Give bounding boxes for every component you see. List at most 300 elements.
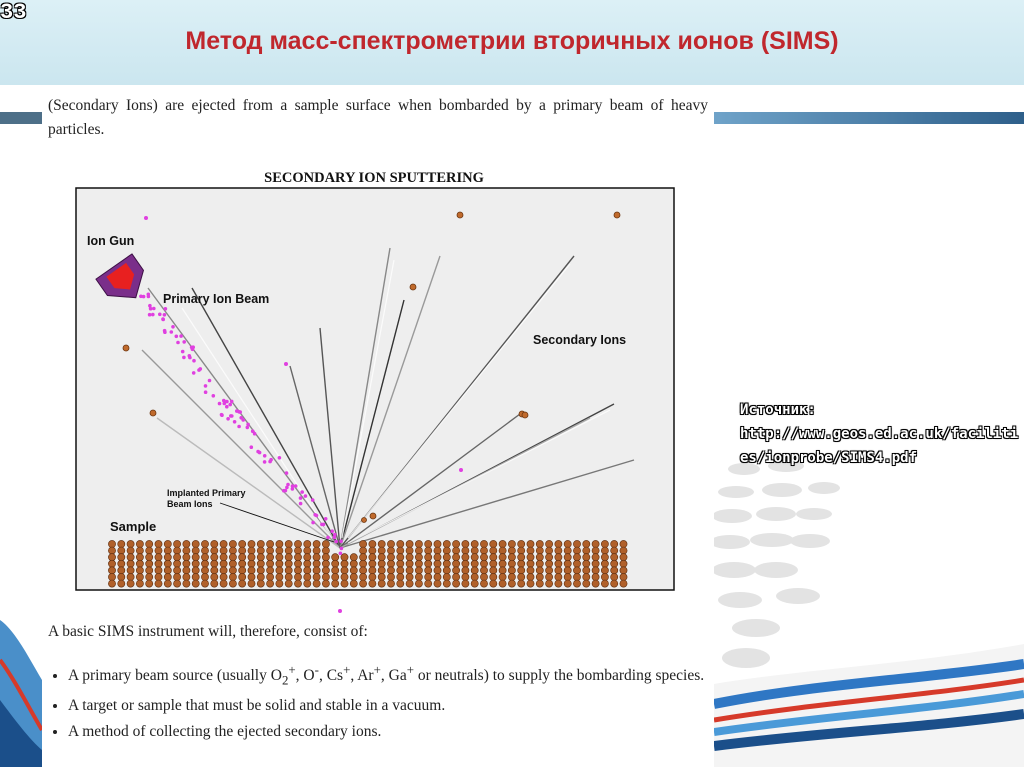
sample-atom — [387, 580, 394, 587]
sample-atom — [425, 560, 432, 567]
sample-atom — [471, 580, 478, 587]
sample-atom — [369, 540, 376, 547]
beam-particle — [164, 307, 168, 311]
sample-atom — [583, 540, 590, 547]
sample-atom — [592, 560, 599, 567]
list-item: • A primary beam source (usually $O_2^+$, O-, Cs+, Ar+, Ga+ or neutrals) to supply the bombarding species. — [68, 658, 708, 692]
sample-atom — [201, 580, 208, 587]
beam-particle — [250, 445, 254, 449]
sample-atom — [164, 567, 171, 574]
sample-atom — [146, 580, 153, 587]
beam-particle — [253, 432, 257, 436]
list-item: • A target or sample that must be solid and stable in a vacuum. — [68, 694, 708, 718]
sample-atom — [508, 560, 515, 567]
sample-atom — [285, 567, 292, 574]
sample-atom — [499, 554, 506, 561]
sample-atom — [127, 560, 134, 567]
sample-atom — [490, 540, 497, 547]
sample-atom — [592, 540, 599, 547]
sample-atom — [443, 573, 450, 580]
sample-atom — [350, 567, 357, 574]
sample-atom — [332, 554, 339, 561]
sample-atom — [350, 573, 357, 580]
sample-atom — [360, 573, 367, 580]
sample-atom — [397, 573, 404, 580]
source-label: Источник: — [740, 402, 816, 418]
sample-atom — [248, 560, 255, 567]
sample-atom — [555, 560, 562, 567]
sample-atom — [294, 573, 301, 580]
sample-atom — [136, 567, 143, 574]
beam-particle — [263, 460, 267, 464]
sample-atom — [406, 547, 413, 554]
beam-particle — [163, 329, 167, 333]
instrument-list — [48, 658, 708, 744]
sample-atom — [443, 567, 450, 574]
sample-atom — [415, 580, 422, 587]
beam-particle — [237, 425, 241, 429]
sample-atom — [611, 573, 618, 580]
sample-atom — [136, 547, 143, 554]
sample-atom — [276, 540, 283, 547]
sample-atom — [546, 567, 553, 574]
sample-atom — [611, 554, 618, 561]
sample-atom — [490, 554, 497, 561]
sample-atom — [462, 560, 469, 567]
sample-atom — [425, 567, 432, 574]
sample-atom — [294, 540, 301, 547]
beam-particle — [339, 552, 343, 556]
sample-atom — [350, 560, 357, 567]
sample-atom — [480, 580, 487, 587]
sample-atom — [211, 573, 218, 580]
sample-atom — [406, 580, 413, 587]
sample-atom — [583, 554, 590, 561]
sample-atom — [127, 540, 134, 547]
beam-particle — [163, 313, 167, 317]
beam-particle — [176, 341, 180, 345]
sample-atom — [146, 547, 153, 554]
sample-atom — [127, 547, 134, 554]
beam-particle — [233, 420, 237, 424]
sample-atom — [453, 540, 460, 547]
sample-atom — [164, 580, 171, 587]
sample-atom — [257, 540, 264, 547]
sample-atom — [313, 560, 320, 567]
sample-atom — [564, 573, 571, 580]
sample-atom — [220, 567, 227, 574]
sample-atom — [471, 547, 478, 554]
sample-atom — [155, 567, 162, 574]
sample-atom — [443, 554, 450, 561]
sample-atom — [378, 573, 385, 580]
sample-atom — [406, 540, 413, 547]
sample-atom — [508, 567, 515, 574]
sample-atom — [415, 560, 422, 567]
sample-atom — [378, 567, 385, 574]
sample-atom — [573, 580, 580, 587]
sample-atom — [276, 573, 283, 580]
sample-atom — [239, 567, 246, 574]
sample-atom — [192, 573, 199, 580]
sample-atom — [453, 580, 460, 587]
beam-particle — [179, 334, 183, 338]
sample-atom — [341, 580, 348, 587]
sample-atom — [434, 573, 441, 580]
sample-atom — [294, 554, 301, 561]
sample-atom — [620, 554, 627, 561]
sample-atom — [518, 540, 525, 547]
sample-atom — [369, 580, 376, 587]
sample-atom — [118, 580, 125, 587]
sample-atom — [490, 580, 497, 587]
sample-atom — [583, 547, 590, 554]
sample-atom — [155, 560, 162, 567]
sample-atom — [155, 540, 162, 547]
beam-particle — [144, 216, 148, 220]
beam-particle — [148, 304, 152, 308]
sample-atom — [601, 547, 608, 554]
sample-atom — [108, 560, 115, 567]
sample-atom — [313, 547, 320, 554]
sample-atom — [294, 567, 301, 574]
sample-atom — [192, 554, 199, 561]
sample-atom — [415, 540, 422, 547]
beam-particle — [299, 496, 303, 500]
sample-atom — [480, 540, 487, 547]
sample-atom — [564, 540, 571, 547]
sample-atom — [387, 540, 394, 547]
sample-atom — [583, 580, 590, 587]
beam-particle — [228, 403, 232, 407]
sample-atom — [536, 580, 543, 587]
sample-atom — [397, 554, 404, 561]
sample-atom — [434, 560, 441, 567]
sample-atom — [471, 567, 478, 574]
sample-atom — [360, 540, 367, 547]
sample-atom — [471, 573, 478, 580]
sample-atom — [471, 560, 478, 567]
instrument-intro: A basic SIMS instrument will, therefore, consist of: — [48, 623, 368, 640]
beam-particle — [192, 359, 196, 363]
sample-atom — [332, 580, 339, 587]
sample-atom — [211, 580, 218, 587]
beam-particle — [263, 454, 267, 458]
sample-atom — [406, 554, 413, 561]
sample-atom — [146, 540, 153, 547]
sample-atom — [164, 560, 171, 567]
sample-atom — [480, 554, 487, 561]
sample-atom — [294, 560, 301, 567]
sample-atom — [108, 547, 115, 554]
sample-atom — [480, 573, 487, 580]
sample-atom — [592, 547, 599, 554]
sample-atom — [462, 554, 469, 561]
sample-atom — [508, 547, 515, 554]
sample-atom — [378, 547, 385, 554]
sample-atom — [239, 560, 246, 567]
sample-atom — [294, 580, 301, 587]
intro-text: (Secondary Ions) are ejected from a sample surface when bombarded by a primary beam of heavy particles. — [48, 97, 708, 138]
sample-atom — [276, 567, 283, 574]
sample-atom — [573, 540, 580, 547]
sample-atom — [108, 567, 115, 574]
sample-atom — [387, 547, 394, 554]
sample-atom — [573, 567, 580, 574]
beam-particle — [304, 494, 308, 498]
sample-atom — [406, 567, 413, 574]
beam-particle — [149, 307, 153, 311]
beam-particle — [313, 513, 317, 517]
sample-atom — [471, 540, 478, 547]
sample-atom — [611, 547, 618, 554]
sample-atom — [127, 567, 134, 574]
sample-atom — [155, 554, 162, 561]
sample-atom — [490, 560, 497, 567]
sample-atom — [592, 567, 599, 574]
sample-atom — [322, 547, 329, 554]
sample-atom — [174, 540, 181, 547]
sample-atom — [453, 547, 460, 554]
sample-atom — [313, 567, 320, 574]
sample-atom — [257, 554, 264, 561]
beam-particle — [235, 409, 239, 413]
beam-particle — [291, 484, 295, 488]
sample-atom — [183, 554, 190, 561]
sample-atom — [108, 573, 115, 580]
sample-atom — [462, 567, 469, 574]
sample-atom — [192, 560, 199, 567]
sample-atom — [211, 547, 218, 554]
sample-atom — [611, 540, 618, 547]
sample-atom — [592, 580, 599, 587]
sample-atom — [229, 554, 236, 561]
beam-particle — [225, 405, 229, 409]
sample-atom — [201, 554, 208, 561]
sample-atom — [546, 580, 553, 587]
sample-atom — [527, 567, 534, 574]
sample-atom — [499, 547, 506, 554]
beam-particle — [151, 313, 155, 317]
sample-atom — [499, 540, 506, 547]
sample-atom — [294, 547, 301, 554]
sample-atom — [406, 560, 413, 567]
sample-atom — [564, 554, 571, 561]
beam-particle — [208, 379, 212, 383]
sample-atom — [453, 554, 460, 561]
sample-atom — [322, 573, 329, 580]
sample-atom — [350, 554, 357, 561]
sample-atom — [453, 567, 460, 574]
sample-atom — [397, 560, 404, 567]
sample-atom — [499, 573, 506, 580]
sample-atom — [183, 580, 190, 587]
sample-atom — [313, 580, 320, 587]
sample-atom — [239, 573, 246, 580]
beam-particle — [256, 450, 260, 454]
beam-particle — [278, 456, 282, 460]
sample-atom — [434, 547, 441, 554]
sample-atom — [201, 540, 208, 547]
sample-atom — [285, 540, 292, 547]
beam-particle — [175, 335, 179, 339]
beam-particle — [299, 502, 303, 506]
sample-atom — [276, 547, 283, 554]
beam-particle — [171, 325, 175, 329]
sample-atom — [425, 573, 432, 580]
sample-atom — [536, 567, 543, 574]
sample-atom — [518, 580, 525, 587]
sample-atom — [304, 573, 311, 580]
beam-particle — [311, 498, 315, 502]
sample-atom — [443, 547, 450, 554]
sample-atom — [322, 540, 329, 547]
sample-atom — [267, 547, 274, 554]
sample-atom — [304, 540, 311, 547]
sample-atom — [369, 554, 376, 561]
beam-particle — [284, 489, 288, 493]
accent-bar-right — [714, 112, 1024, 124]
sample-atom — [527, 554, 534, 561]
sample-atom — [136, 580, 143, 587]
sample-atom — [146, 573, 153, 580]
sample-atom — [564, 567, 571, 574]
sample-atom — [108, 554, 115, 561]
sample-atom — [508, 540, 515, 547]
sample-atom — [220, 573, 227, 580]
beam-particle — [192, 371, 196, 375]
sample-atom — [434, 580, 441, 587]
beam-particle — [246, 423, 250, 427]
sample-atom — [601, 573, 608, 580]
sample-atom — [276, 554, 283, 561]
sample-atom — [164, 547, 171, 554]
sample-atom — [201, 573, 208, 580]
sample-atom — [369, 547, 376, 554]
source-url-line2[interactable]: es/ionprobe/SIMS4.pdf — [740, 450, 918, 466]
sample-atom — [248, 547, 255, 554]
beam-particle — [148, 313, 152, 317]
sample-atom — [322, 560, 329, 567]
sample-atom — [360, 560, 367, 567]
source-url-line1[interactable]: http://www.geos.ed.ac.uk/faciliti — [740, 426, 1019, 442]
sample-atom — [546, 540, 553, 547]
sample-atom — [341, 573, 348, 580]
sample-atom — [248, 540, 255, 547]
sample-atom — [257, 580, 264, 587]
beam-particle — [223, 402, 227, 406]
beam-particle — [334, 540, 338, 544]
beam-particle — [322, 523, 326, 527]
sample-atom — [229, 560, 236, 567]
beam-particle — [285, 471, 289, 475]
sample-atom — [387, 554, 394, 561]
beam-particle — [294, 484, 298, 488]
sample-atom — [127, 573, 134, 580]
beam-particle — [284, 362, 288, 366]
sample-atom — [406, 573, 413, 580]
sample-atom — [425, 547, 432, 554]
sample-atom — [350, 580, 357, 587]
sims-diagram — [42, 88, 714, 618]
sample-atom — [471, 554, 478, 561]
beam-particle — [459, 468, 463, 472]
sample-atom — [248, 567, 255, 574]
sample-atom — [555, 547, 562, 554]
beam-particle — [170, 330, 174, 334]
sample-atom — [136, 554, 143, 561]
sample-atom — [443, 540, 450, 547]
sample-atom — [620, 567, 627, 574]
content-panel — [42, 88, 714, 767]
sample-atom — [462, 540, 469, 547]
sample-atom — [164, 554, 171, 561]
sample-atom — [201, 560, 208, 567]
sample-atom — [490, 573, 497, 580]
sample-atom — [573, 554, 580, 561]
sample-atom — [136, 560, 143, 567]
sample-atom — [341, 560, 348, 567]
sample-atom — [527, 560, 534, 567]
sample-atom — [332, 560, 339, 567]
sample-atom — [220, 547, 227, 554]
sample-atom — [453, 573, 460, 580]
sample-atom — [397, 580, 404, 587]
sample-atom — [564, 580, 571, 587]
sample-atom — [555, 554, 562, 561]
beam-particle — [158, 313, 162, 317]
sample-atom — [611, 567, 618, 574]
sample-atom — [546, 554, 553, 561]
beam-particle — [326, 536, 330, 540]
sample-atom — [425, 580, 432, 587]
sample-atom — [583, 560, 590, 567]
sample-atom — [174, 554, 181, 561]
primary-beam-label: Primary Ion Beam — [163, 292, 270, 306]
sample-atom — [118, 560, 125, 567]
sample-atom — [415, 573, 422, 580]
sample-atom — [332, 567, 339, 574]
sample-atom — [174, 573, 181, 580]
sample-atom — [146, 554, 153, 561]
sample-atom — [229, 547, 236, 554]
sample-atom — [127, 580, 134, 587]
beam-particle — [300, 490, 304, 494]
diagram-title: SECONDARY ION SPUTTERING — [264, 170, 484, 186]
sample-atom — [267, 560, 274, 567]
sample-atom — [201, 567, 208, 574]
sample-atom — [285, 554, 292, 561]
sample-atom — [387, 573, 394, 580]
sample-atom — [620, 573, 627, 580]
sample-atom — [239, 540, 246, 547]
sample-atom — [508, 554, 515, 561]
sample-atom — [304, 567, 311, 574]
sample-atom — [508, 573, 515, 580]
implanted-label-line1: Implanted Primary — [167, 488, 246, 498]
sample-atom — [276, 580, 283, 587]
sample-atom — [564, 547, 571, 554]
sample-atom — [555, 540, 562, 547]
sample-atom — [239, 580, 246, 587]
sample-atom — [118, 567, 125, 574]
sample-atom — [267, 573, 274, 580]
sample-atom — [267, 554, 274, 561]
beam-particle — [181, 350, 185, 354]
sample-atom — [360, 547, 367, 554]
sample-atom — [387, 560, 394, 567]
beam-particle — [191, 348, 195, 352]
